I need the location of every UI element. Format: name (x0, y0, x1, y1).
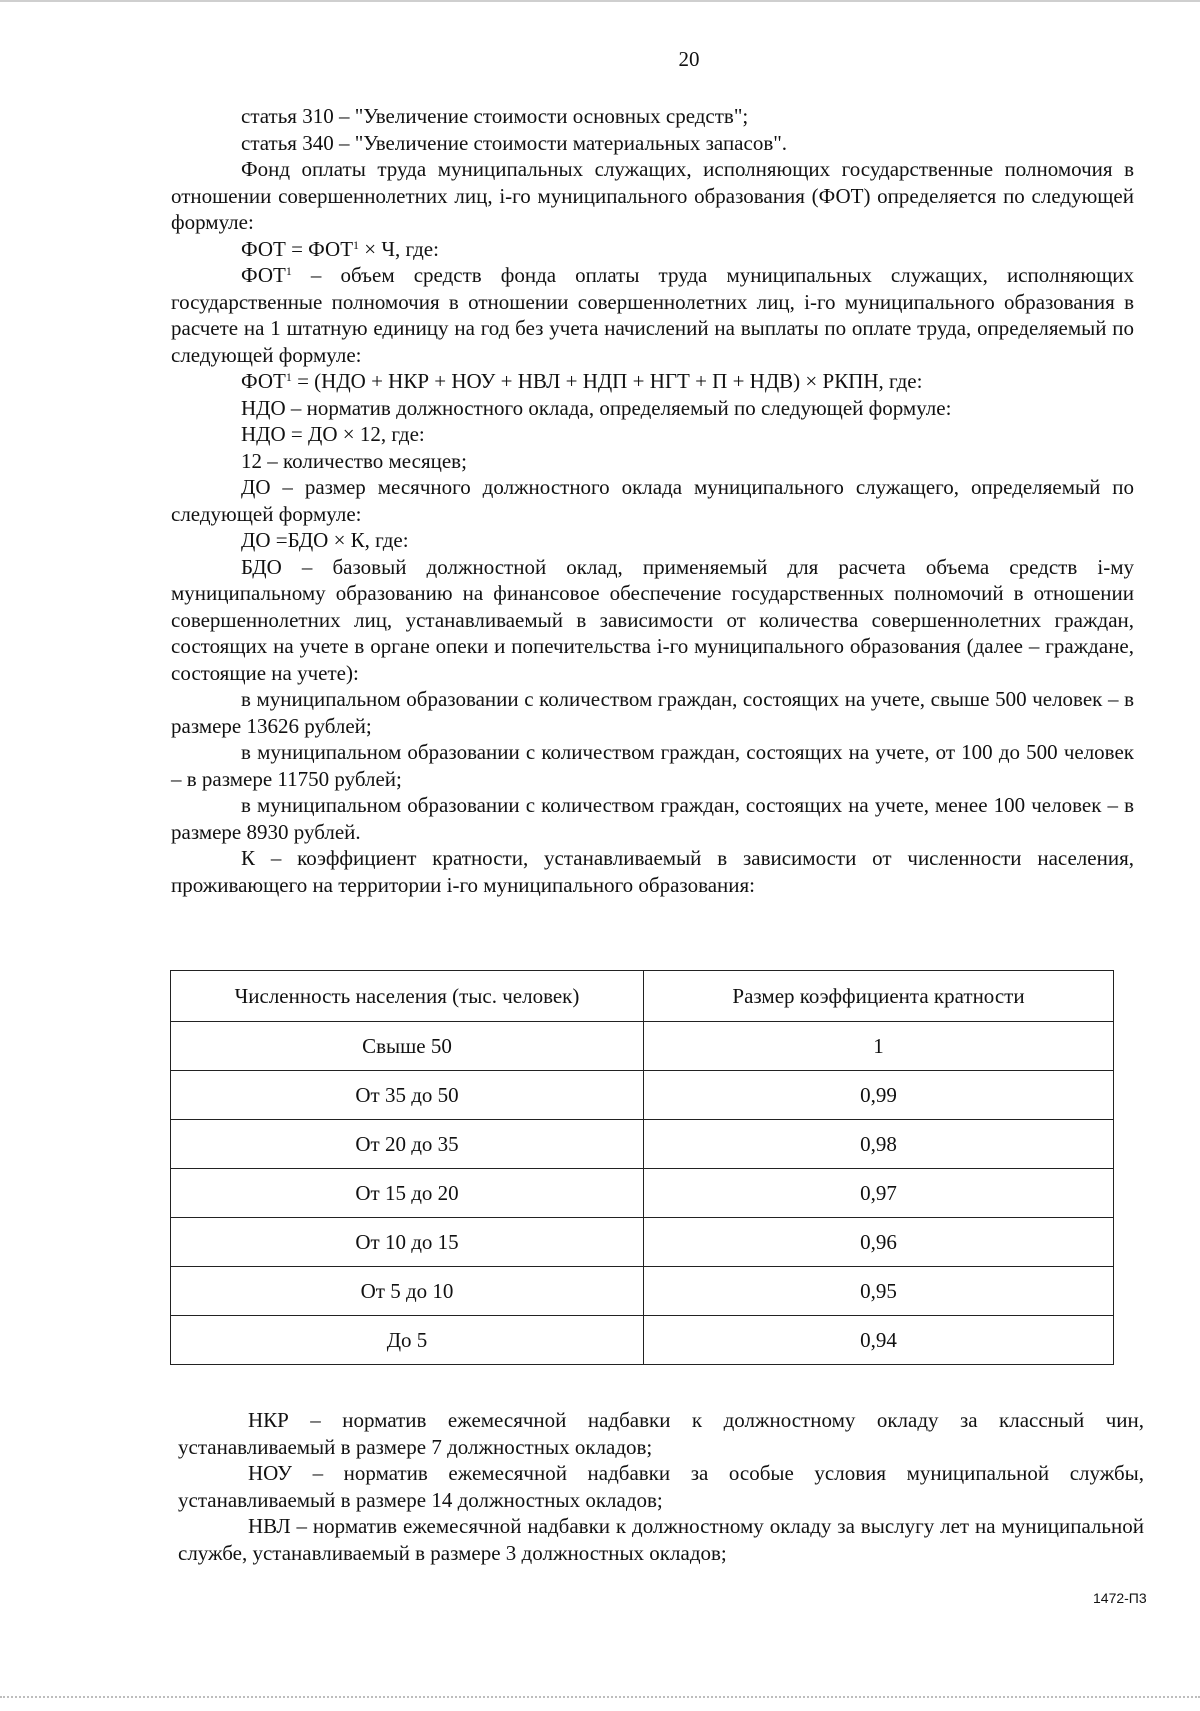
table-cell-coefficient: 0,95 (644, 1267, 1114, 1316)
paragraph-do-definition: ДО – размер месячного должностного оклада муниципального служащего, определяемый по следующей формуле: (171, 475, 1134, 526)
formula-fot1-right: = (НДО + НКР + НОУ + НВЛ + НДП + НГТ + П + НДВ) × РКПН, где: (297, 369, 923, 393)
table-row (171, 1120, 1114, 1169)
paragraph-ndo-definition: НДО – норматив должностного оклада, определяемый по следующей формуле: (241, 395, 952, 420)
paragraph-fot-intro: Фонд оплаты труда муниципальных служащих, исполняющих государственные полномочия в отношении совершеннолетних лиц, i-го муниципального образования (ФОТ) определяется по следующей формуле: (171, 157, 1134, 234)
paragraph-nou-definition: НОУ – норматив ежемесячной надбавки за особые условия муниципальной службы, устанавливаемый в размере 14 должностных окладов; (178, 1461, 1144, 1512)
superscript-1: 1 (285, 370, 292, 384)
paragraph-nvl-definition: НВЛ – норматив ежемесячной надбавки к должностному окладу за выслугу лет на муниципальной службе, устанавливаемый в размере 3 должностных окладов; (178, 1514, 1144, 1565)
formula-ndo: НДО = ДО × 12, где: (241, 422, 425, 446)
superscript-1: 1 (353, 237, 360, 252)
fot-symbol: ФОТ (241, 263, 286, 287)
formula-fot-tail: × Ч, где: (359, 236, 439, 261)
table-cell-coefficient: 1 (644, 1022, 1114, 1071)
table-cell-population: Свыше 50 (171, 1022, 644, 1071)
coefficient-table (170, 970, 1114, 1365)
table-header-coefficient: Размер коэффициента кратности (644, 971, 1114, 1022)
table-cell-coefficient: 0,98 (644, 1120, 1114, 1169)
table-cell-coefficient: 0,96 (644, 1218, 1114, 1267)
paragraph-nkr-definition: НКР – норматив ежемесячной надбавки к должностному окладу за классный чин, устанавливаемый в размере 7 должностных окладов; (178, 1408, 1144, 1459)
table-row (171, 1071, 1114, 1120)
paragraph-k-definition: К – коэффициент кратности, устанавливаемый в зависимости от численности населения, проживающего на территории i-го муниципального образования: (171, 846, 1134, 897)
scan-edge-bottom (0, 1696, 1200, 1698)
table-header-population: Численность населения (тыс. человек) (171, 971, 644, 1022)
formula-fot1 (171, 368, 1134, 395)
table-cell-population: От 35 до 50 (171, 1071, 644, 1120)
table-row (171, 1316, 1114, 1365)
table-header-row (171, 971, 1114, 1022)
document-code: 1472-П3 (1093, 1590, 1147, 1606)
paragraph-100-500: в муниципальном образовании с количеством граждан, состоящих на учете, от 100 до 500 человек – в размере 11750 рублей; (171, 740, 1134, 791)
paragraph-under-100: в муниципальном образовании с количеством граждан, состоящих на учете, менее 100 человек – в размере 8930 рублей. (171, 793, 1134, 844)
table-row (171, 1218, 1114, 1267)
paragraph-article-340: статья 340 – "Увеличение стоимости материальных запасов". (241, 130, 788, 155)
fot1-definition-text: – объем средств фонда оплаты труда муниципальных служащих, исполняющих государственные полномочия в отношении совершеннолетних лиц, i-го муниципального образования в расчете на 1 штатную единицу на год без учета начислений на выплаты по оплате труда, определяемый по следующей формуле: (171, 263, 1134, 367)
paragraph-bdo-definition: БДО – базовый должностной оклад, применяемый для расчета объема средств i-му муниципальному образованию на финансовое обеспечение государственных полномочий в отношении совершеннолетних лиц, устанавливаемый в зависимости от количества совершеннолетних граждан, состоящих на учете в органе опеки и попечительства i-го муниципального образования (далее – граждане, состоящие на учете): (171, 554, 1134, 685)
paragraph-article-310: статья 310 – "Увеличение стоимости основных средств"; (241, 104, 749, 128)
page-number: 20 (678, 47, 700, 71)
paragraph-months: 12 – количество месяцев; (241, 448, 467, 473)
table-cell-population: До 5 (171, 1316, 644, 1365)
superscript-1: 1 (285, 264, 292, 278)
scan-edge-top (0, 0, 1200, 2)
paragraph-fot1-definition (171, 262, 1134, 368)
table-cell-population: От 10 до 15 (171, 1218, 644, 1267)
table-cell-population: От 20 до 35 (171, 1120, 644, 1169)
table-cell-coefficient: 0,97 (644, 1169, 1114, 1218)
table-row (171, 1169, 1114, 1218)
paragraph-over-500: в муниципальном образовании с количеством граждан, состоящих на учете, свыше 500 человек – в размере 13626 рублей; (171, 687, 1134, 738)
fot-symbol: ФОТ (241, 369, 286, 393)
table-cell-coefficient: 0,94 (644, 1316, 1114, 1365)
document-body-top (171, 103, 1134, 898)
document-body-bottom (178, 1407, 1144, 1566)
table-row (171, 1267, 1114, 1316)
table-cell-population: От 15 до 20 (171, 1169, 644, 1218)
table-cell-population: От 5 до 10 (171, 1267, 644, 1316)
table-row (171, 1022, 1114, 1071)
table-cell-coefficient: 0,99 (644, 1071, 1114, 1120)
formula-fot-left: ФОТ = ФОТ (241, 236, 354, 261)
formula-do: ДО =БДО × К, где: (241, 528, 409, 552)
formula-fot (171, 236, 1134, 263)
